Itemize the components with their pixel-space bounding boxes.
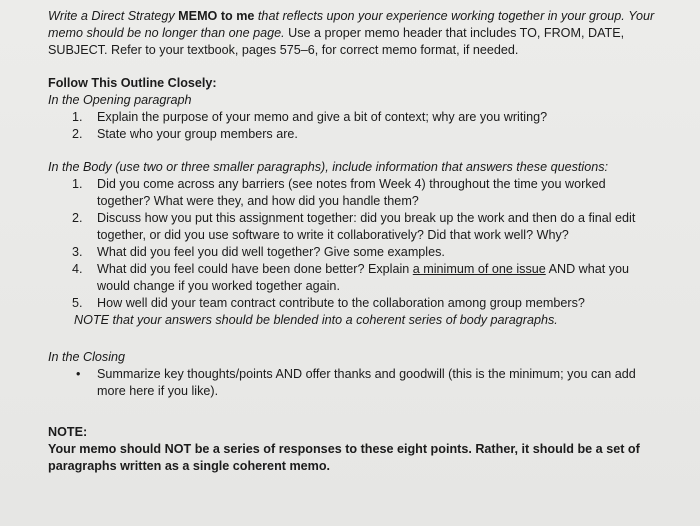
list-number: 1.	[72, 177, 83, 191]
list-number: 1.	[72, 110, 83, 124]
intro-length-limit: Your memo should be no longer than one page.	[48, 9, 655, 40]
list-number: 2.	[72, 127, 83, 141]
intro-line1-a: Write a Direct Strategy	[48, 9, 179, 23]
list-item	[48, 261, 660, 295]
list-text: Explain the purpose of your memo and give a bit of context; why are you writing?	[97, 110, 548, 124]
list-text: State who your group members are.	[97, 127, 298, 141]
body-list	[48, 176, 660, 312]
opening-list	[48, 109, 660, 143]
intro-paragraph	[48, 8, 660, 59]
list-text-b: AND what you would change if you worked together again.	[97, 262, 630, 293]
list-number: 4.	[72, 262, 83, 276]
outline-heading: Follow This Outline Closely:	[48, 76, 217, 90]
list-item	[48, 176, 660, 210]
opening-title: In the Opening paragraph	[48, 93, 192, 107]
final-note-text: Your memo should NOT be a series of responses to these eight points. Rather, it should be a set of paragraphs written as a single coherent memo.	[48, 442, 640, 473]
closing-title: In the Closing	[48, 350, 126, 364]
list-number: 3.	[72, 245, 83, 259]
intro-memo-bold: MEMO to me	[178, 9, 255, 23]
list-text: Summarize key thoughts/points AND offer thanks and goodwill (this is the minimum; you can add more here if you like).	[97, 367, 636, 398]
final-note-label: NOTE:	[48, 425, 88, 439]
list-text: What did you feel you did well together? Give some examples.	[97, 245, 445, 259]
body-note: NOTE that your answers should be blended into a coherent series of body paragraphs.	[74, 313, 558, 327]
list-number: 5.	[72, 296, 83, 310]
list-item	[48, 126, 660, 143]
intro-line1-b: that reflects upon your experience working together in your group.	[254, 9, 625, 23]
body-title: In the Body (use two or three smaller paragraphs), include information that answers these questions:	[48, 160, 609, 174]
list-item	[48, 109, 660, 126]
bullet-icon: •	[76, 367, 81, 381]
list-text-underlined: a minimum of one issue	[412, 262, 546, 276]
list-text: Discuss how you put this assignment together: did you break up the work and then do a final edit together, or did you use software to write it collaboratively? Did that work well? Why?	[97, 211, 636, 242]
closing-list	[48, 366, 660, 400]
intro-header-instructions: Use a proper memo header that includes TO, FROM, DATE, SUBJECT. Refer to your textbook, pages 575–6, for correct memo format, if needed.	[48, 26, 625, 57]
list-text: How well did your team contract contribute to the collaboration among group members?	[97, 296, 585, 310]
list-text-a: What did you feel could have been done better? Explain	[97, 262, 413, 276]
list-item	[48, 210, 660, 244]
list-item	[48, 366, 660, 400]
list-text: Did you come across any barriers (see notes from Week 4) throughout the time you worked together? What were they, and how did you handle them?	[97, 177, 606, 208]
list-number: 2.	[72, 211, 83, 225]
list-item	[48, 295, 660, 312]
list-item	[48, 244, 660, 261]
